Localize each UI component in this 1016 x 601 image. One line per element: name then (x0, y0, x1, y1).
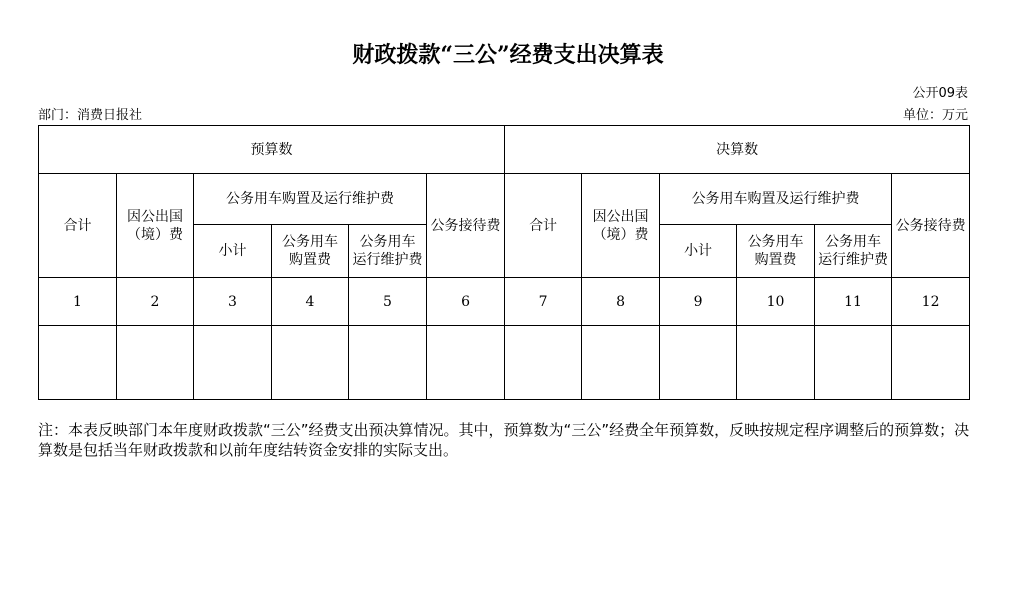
budget-vehicle-header: 公务用车购置及运行维护费 (194, 174, 427, 225)
final-subtotal-header: 小计 (660, 225, 737, 278)
col-number: 1 (39, 278, 117, 326)
col-number: 10 (737, 278, 815, 326)
col-number: 11 (815, 278, 892, 326)
data-cell (505, 326, 582, 400)
form-number: 公开09表 (912, 86, 968, 101)
budget-abroad-header: 因公出国 （境）费 (117, 174, 194, 278)
header-row-1 (39, 174, 970, 225)
final-group-header: 决算数 (505, 126, 970, 174)
budget-operation-header: 公务用车 运行维护费 (349, 225, 427, 278)
budget-total-header: 合计 (39, 174, 117, 278)
data-cell (892, 326, 970, 400)
data-cell (117, 326, 194, 400)
data-cell (349, 326, 427, 400)
data-cell (815, 326, 892, 400)
budget-group-header: 预算数 (39, 126, 505, 174)
data-row (39, 326, 970, 400)
final-vehicle-header: 公务用车购置及运行维护费 (660, 174, 892, 225)
col-number: 6 (427, 278, 505, 326)
group-header-row (39, 126, 970, 174)
col-number: 9 (660, 278, 737, 326)
data-cell (39, 326, 117, 400)
unit-label: 单位：万元 (902, 108, 968, 123)
final-operation-header: 公务用车 运行维护费 (815, 225, 892, 278)
department-label: 部门：消费日报社 (38, 108, 143, 123)
data-cell (660, 326, 737, 400)
final-reception-header: 公务接待费 (892, 174, 970, 278)
footnote: 注：本表反映部门本年度财政拨款“三公”经费支出预决算情况。其中，预算数为“三公”经费全年预算数，反映按规定程序调整后的预算数；决算数是包括当年财政拨款和以前年度结转资金安排的实际支出。 (38, 421, 970, 459)
budget-subtotal-header: 小计 (194, 225, 272, 278)
budget-reception-header: 公务接待费 (427, 174, 505, 278)
col-number: 8 (582, 278, 660, 326)
col-number: 2 (117, 278, 194, 326)
page-title: 财政拨款“三公”经费支出决算表 (352, 42, 664, 68)
expenditure-table (38, 125, 970, 400)
budget-purchase-header: 公务用车 购置费 (272, 225, 349, 278)
data-cell (194, 326, 272, 400)
final-abroad-header: 因公出国 （境）费 (582, 174, 660, 278)
data-cell (737, 326, 815, 400)
data-cell (427, 326, 505, 400)
col-number: 4 (272, 278, 349, 326)
column-number-row (39, 278, 970, 326)
col-number: 7 (505, 278, 582, 326)
final-purchase-header: 公务用车 购置费 (737, 225, 815, 278)
data-cell (272, 326, 349, 400)
col-number: 12 (892, 278, 970, 326)
final-total-header: 合计 (505, 174, 582, 278)
data-cell (582, 326, 660, 400)
col-number: 5 (349, 278, 427, 326)
col-number: 3 (194, 278, 272, 326)
